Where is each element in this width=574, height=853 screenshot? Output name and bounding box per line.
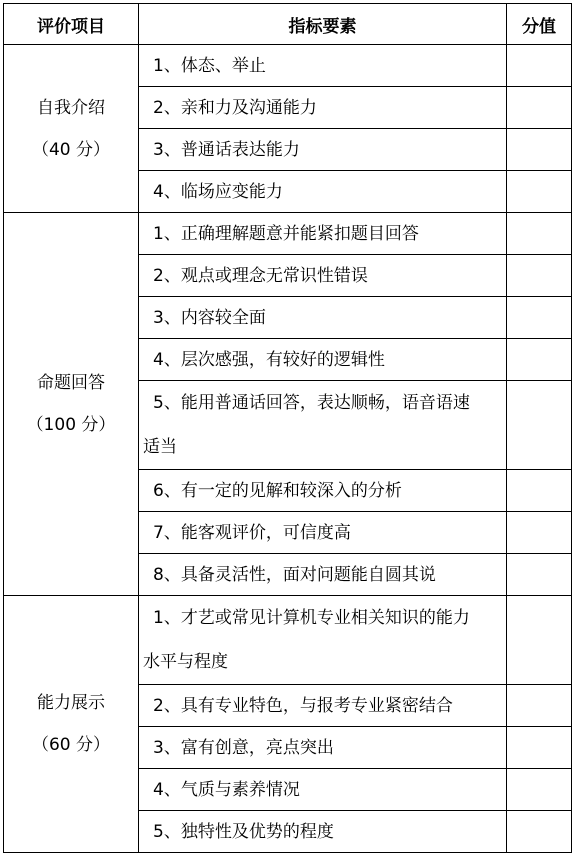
score-cell: [507, 470, 572, 512]
score-cell: [507, 554, 572, 596]
indicator-item: 5、独特性及优势的程度: [139, 811, 507, 853]
score-cell: [507, 297, 572, 339]
score-cell: [507, 769, 572, 811]
indicator-item: 3、富有创意，亮点突出: [139, 727, 507, 769]
score-cell: [507, 255, 572, 297]
score-cell: [507, 129, 572, 171]
category-question-answer: [4, 213, 139, 596]
indicator-item: [139, 596, 507, 685]
indicator-item: 3、普通话表达能力: [139, 129, 507, 171]
indicator-item: 1、正确理解题意并能紧扣题目回答: [139, 213, 507, 255]
indicator-item: 2、观点或理念无常识性错误: [139, 255, 507, 297]
category-points: （100 分）: [26, 415, 116, 435]
score-cell: [507, 381, 572, 470]
score-cell: [507, 727, 572, 769]
indicator-item: [139, 381, 507, 470]
indicator-item: 4、气质与素养情况: [139, 769, 507, 811]
score-cell: [507, 87, 572, 129]
indicator-line: 适当: [143, 437, 177, 457]
indicator-item: 2、亲和力及沟通能力: [139, 87, 507, 129]
indicator-item: 7、能客观评价，可信度高: [139, 512, 507, 554]
score-cell: [507, 685, 572, 727]
indicator-item: 8、具备灵活性，面对问题能自圆其说: [139, 554, 507, 596]
table-row: [4, 213, 572, 255]
score-cell: [507, 213, 572, 255]
indicator-line: 水平与程度: [143, 652, 228, 672]
table-row: [4, 596, 572, 685]
score-cell: [507, 811, 572, 853]
header-score: 分值: [507, 4, 572, 45]
header-category: 评价项目: [4, 4, 139, 45]
indicator-line: 5、能用普通话回答，表达顺畅，语音语速: [153, 393, 470, 413]
indicator-item: 1、体态、举止: [139, 45, 507, 87]
score-cell: [507, 45, 572, 87]
header-indicator: 指标要素: [139, 4, 507, 45]
score-cell: [507, 512, 572, 554]
table-row: [4, 45, 572, 87]
indicator-item: 3、内容较全面: [139, 297, 507, 339]
indicator-item: 4、层次感强，有较好的逻辑性: [139, 339, 507, 381]
category-points: （60 分）: [31, 735, 111, 755]
category-ability-show: [4, 596, 139, 853]
indicator-item: 2、具有专业特色，与报考专业紧密结合: [139, 685, 507, 727]
category-self-intro: [4, 45, 139, 213]
indicator-item: 4、临场应变能力: [139, 171, 507, 213]
score-cell: [507, 339, 572, 381]
category-name: 能力展示: [37, 693, 105, 713]
indicator-item: 6、有一定的见解和较深入的分析: [139, 470, 507, 512]
evaluation-table: [3, 3, 572, 853]
score-cell: [507, 596, 572, 685]
header-row: [4, 4, 572, 45]
category-name: 自我介绍: [37, 97, 105, 118]
indicator-line: 1、才艺或常见计算机专业相关知识的能力: [153, 608, 470, 628]
score-cell: [507, 171, 572, 213]
category-points: （40 分）: [31, 139, 111, 160]
category-name: 命题回答: [37, 373, 105, 393]
